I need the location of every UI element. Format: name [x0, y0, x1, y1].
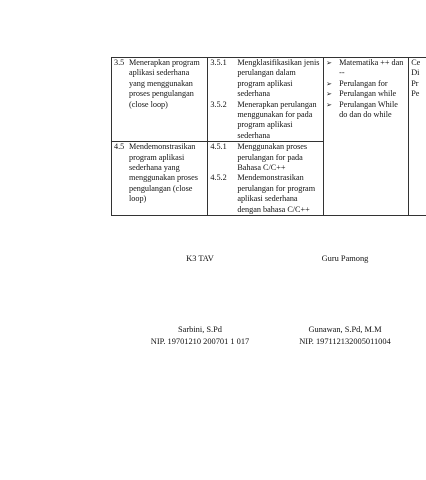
indicator-text: Mendemonstrasikan perulangan for program aplikasi sederhana dengan bahasa C/C++: [237, 173, 316, 214]
arrow-bullet-icon: ➢: [326, 90, 332, 99]
list-item: ➢ Perulangan for: [326, 78, 388, 88]
indicator-number: 4.5.2: [210, 173, 227, 183]
kd-number: 3.5: [114, 58, 125, 67]
signature-nip-right: NIP. 197112132005011004: [299, 337, 391, 346]
indicator-number: 3.5.1: [210, 58, 227, 67]
arrow-bullet-icon: ➢: [326, 79, 332, 88]
signature-role-right: Guru Pamong: [321, 254, 369, 263]
indicator-text: Menggunakan proses perulangan for pada Bahasa C/C++: [237, 142, 308, 173]
kd-cell: [112, 58, 208, 142]
list-item: ➢ Perulangan while: [326, 89, 397, 99]
indicator-cell: [208, 58, 324, 142]
indicator-cell: [208, 142, 324, 216]
arrow-bullet-icon: ➢: [326, 100, 332, 109]
indicator-text: Mengklasifikasikan jenis perulangan dalam program aplikasi sederhana: [237, 58, 320, 99]
kd-number: 4.5: [114, 142, 125, 152]
signature-nip-left: NIP. 19701210 200701 1 017: [150, 337, 250, 346]
kd-text: Menerapkan program aplikasi sederhana yang menggunakan proses pengulangan (close loop): [129, 58, 200, 109]
materi-cell: [324, 58, 409, 216]
list-item: ➢ Matematika ++ dan --: [326, 58, 404, 78]
list-item: ➢ Perulangan While do dan do while: [326, 99, 398, 120]
kd-text: Mendemonstrasikan program aplikasi sederhana yang menggunakan proses pengulangan (close loop): [129, 142, 198, 204]
indicator-number: 4.5.1: [210, 142, 227, 152]
signature-name-left: Sarbini, S.Pd: [178, 325, 222, 334]
materi-list: [326, 58, 406, 120]
table-row: [112, 58, 426, 142]
arrow-bullet-icon: ➢: [326, 59, 332, 67]
signature-role-left: K3 TAV: [186, 254, 214, 263]
indicator-text: Menerapkan perulangan menggunakan for pada program aplikasi sederhana: [237, 99, 317, 140]
indicator-number: 3.5.2: [210, 99, 227, 109]
competency-table: [111, 57, 426, 216]
kd-cell: [112, 142, 208, 216]
truncated-column-cell: Ce Di Pr Pe: [409, 58, 426, 216]
signature-name-right: Gunawan, S.Pd, M.M: [308, 325, 382, 334]
